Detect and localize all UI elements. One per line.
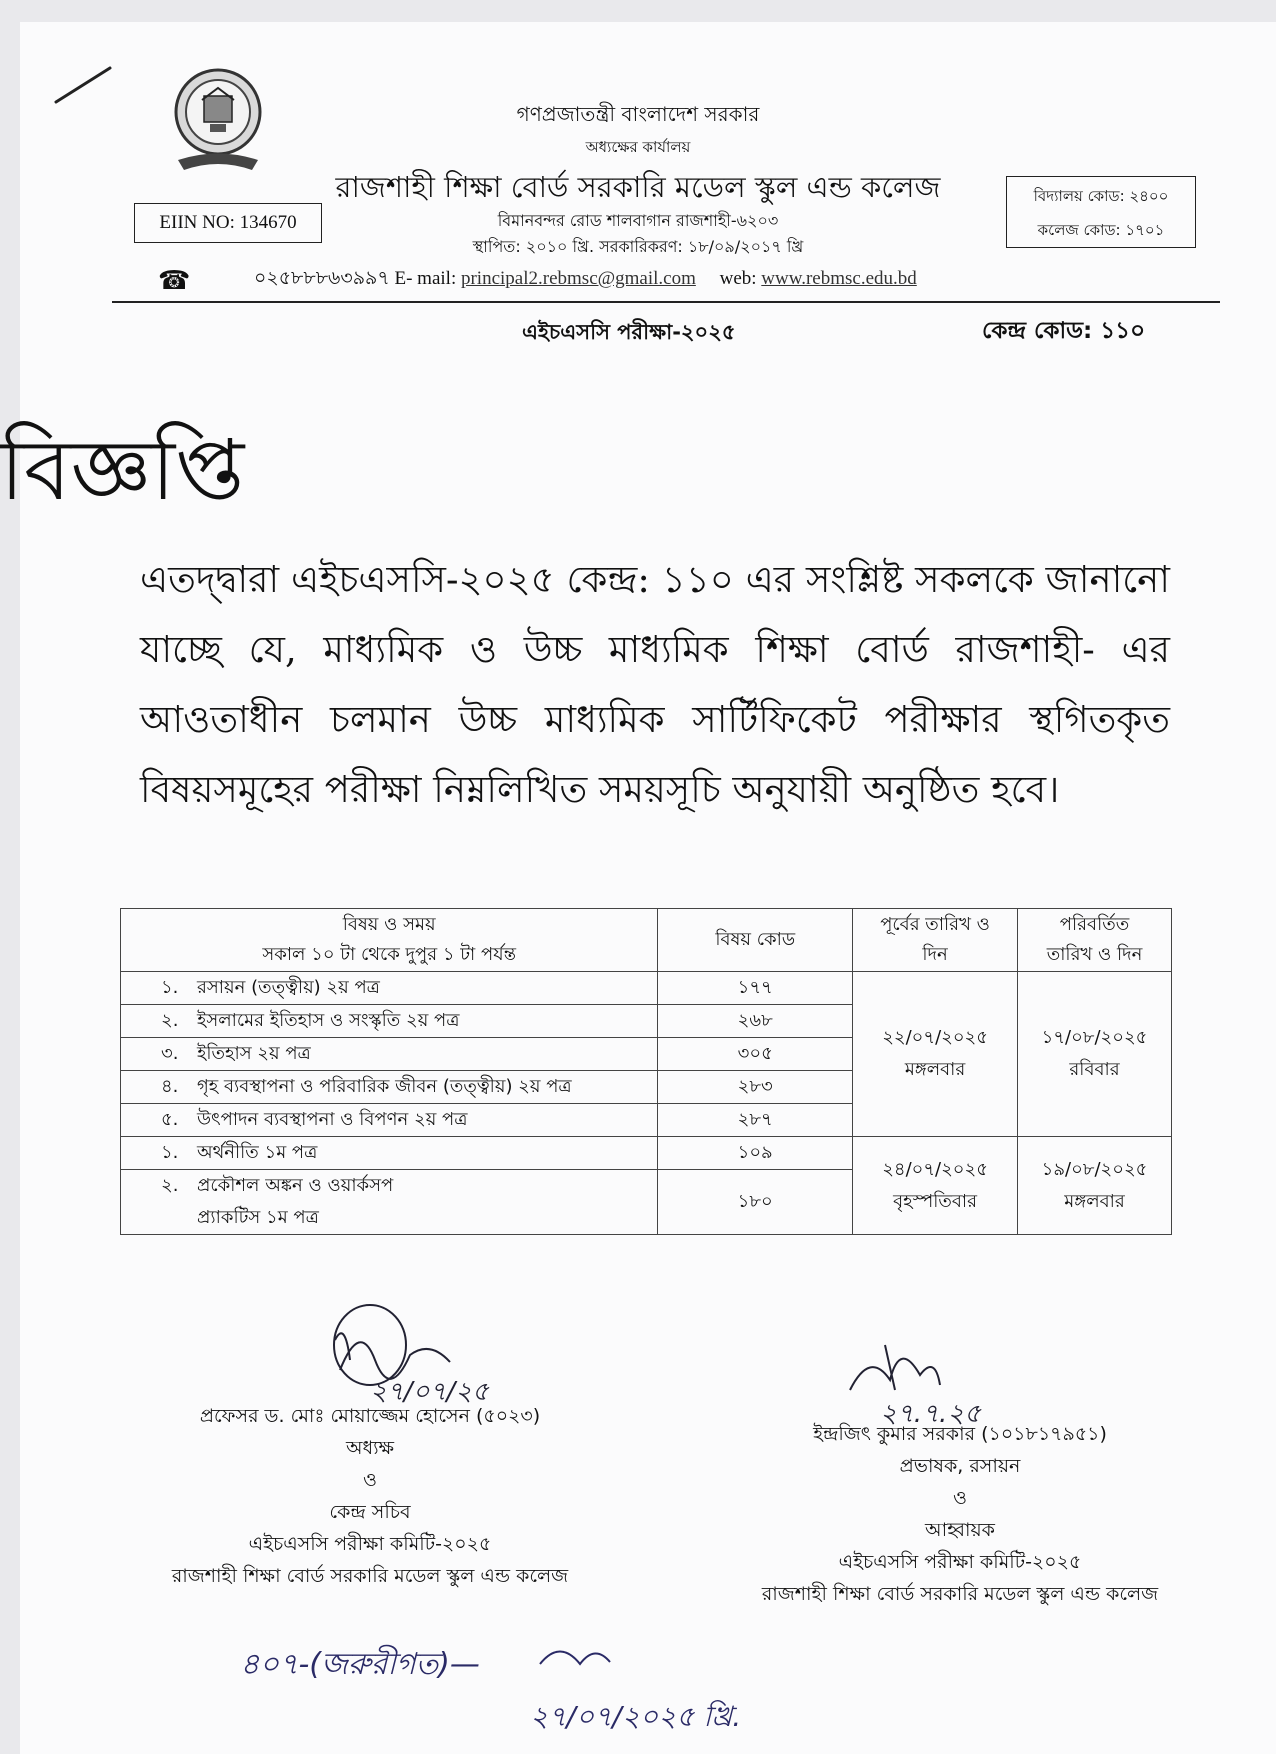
subject-cell bbox=[121, 1005, 658, 1038]
new-day: রবিবার bbox=[1069, 1059, 1120, 1080]
row-number: ৫. bbox=[161, 1108, 179, 1130]
office-name: অধ্যক্ষের কার্যালয় bbox=[585, 138, 691, 156]
previous-day: মঙ্গলবার bbox=[904, 1059, 966, 1080]
previous-date: ২৪/০৭/২০২৫ bbox=[882, 1158, 988, 1180]
svg-text:২৭.৭.২৫: ২৭.৭.২৫ bbox=[880, 1399, 982, 1429]
right-signatory-institution: রাজশাহী শিক্ষা বোর্ড সরকারি মডেল স্কুল এন্ড কলেজ bbox=[761, 1583, 1159, 1605]
left-signatory-name: প্রফেসর ড. মোঃ মোয়াজ্জেম হোসেন (৫০২৩) bbox=[199, 1405, 541, 1427]
header-subject-line2: সকাল ১০ টা থেকে দুপুর ১ টা পর্যন্ত bbox=[262, 944, 516, 965]
right-handwritten-signature bbox=[840, 1330, 1070, 1430]
subject-name: উৎপাদন ব্যবস্থাপনা ও বিপণন ২য় পত্র bbox=[197, 1108, 468, 1130]
subject-code: ২৮৭ bbox=[658, 1104, 853, 1137]
new-date-cell bbox=[1018, 972, 1172, 1137]
subject-cell bbox=[121, 1071, 658, 1104]
right-signatory-committee: এইচএসসি পরীক্ষা কমিটি-২০২৫ bbox=[838, 1551, 1082, 1573]
telephone-icon: ☎ bbox=[158, 266, 191, 296]
centre-code: কেন্দ্র কোড: ১১০ bbox=[982, 318, 1146, 344]
header-changed-date bbox=[1018, 909, 1172, 972]
svg-text:২৭/০৭/২৫: ২৭/০৭/২৫ bbox=[370, 1377, 489, 1407]
left-handwritten-signature bbox=[320, 1300, 540, 1410]
previous-date-cell bbox=[853, 1137, 1018, 1235]
header-previous-line2: দিন bbox=[922, 944, 948, 965]
header-subject bbox=[121, 909, 658, 972]
new-date: ১৭/০৮/২০২৫ bbox=[1041, 1027, 1148, 1048]
previous-day: বৃহস্পতিবার bbox=[893, 1190, 978, 1212]
header-code: বিষয় কোড bbox=[658, 909, 853, 972]
left-signatory-block bbox=[110, 1400, 630, 1592]
subject-name: রসায়ন (তত্ত্বীয়) ২য় পত্র bbox=[197, 976, 380, 998]
eiin-box: EIIN NO: 134670 bbox=[134, 203, 322, 243]
subject-cell bbox=[121, 1038, 658, 1071]
row-number: ১. bbox=[161, 976, 179, 998]
previous-date-cell bbox=[853, 972, 1018, 1137]
header-changed-line2: তারিখ ও দিন bbox=[1046, 944, 1143, 965]
row-number: ২. bbox=[161, 1009, 179, 1031]
svg-text:২৭/০৭/২০২৫ খ্রি.: ২৭/০৭/২০২৫ খ্রি. bbox=[530, 1700, 742, 1733]
row-number: ২. bbox=[161, 1175, 179, 1196]
subject-name-line2: প্র্যাকটিস ১ম পত্র bbox=[197, 1207, 319, 1228]
email-label: E- mail: bbox=[394, 268, 457, 289]
subject-code: ২৬৮ bbox=[658, 1005, 853, 1038]
right-signatory-title: প্রভাষক, রসায়ন bbox=[899, 1455, 1021, 1477]
header-subject-line1: বিষয় ও সময় bbox=[342, 914, 436, 935]
subject-code: ৩০৫ bbox=[658, 1038, 853, 1071]
new-date-cell bbox=[1018, 1137, 1172, 1235]
subject-name: গৃহ ব্যবস্থাপনা ও পরিবারিক জীবন (তত্ত্বীয়) ২য় পত্র bbox=[197, 1075, 572, 1097]
left-signatory-committee: এইচএসসি পরীক্ষা কমিটি-২০২৫ bbox=[248, 1533, 492, 1555]
table-row bbox=[121, 972, 1172, 1005]
web-label: web: bbox=[719, 268, 757, 289]
left-signatory-role: কেন্দ্র সচিব bbox=[329, 1501, 411, 1523]
subject-code: ১০৯ bbox=[658, 1137, 853, 1170]
notice-title: বিজ্ঞপ্তি bbox=[0, 421, 245, 519]
row-number: ৪. bbox=[161, 1075, 179, 1097]
exam-name: এইচএসসি পরীক্ষা-২০২৫ bbox=[522, 320, 736, 344]
subject-cell bbox=[121, 1137, 658, 1170]
new-date: ১৯/০৮/২০২৫ bbox=[1041, 1158, 1148, 1180]
subject-cell bbox=[121, 1170, 658, 1235]
subject-name: অর্থনীতি ১ম পত্র bbox=[197, 1141, 318, 1163]
table-row bbox=[121, 1137, 1172, 1170]
left-signatory-and: ও bbox=[363, 1469, 377, 1491]
email-link[interactable]: principal2.rebmsc@gmail.com bbox=[460, 268, 696, 289]
subject-cell bbox=[121, 972, 658, 1005]
notice-body: এতদ্দ্বারা এইচএসসি-২০২৫ কেন্দ্র: ১১০ এর সংশ্লিষ্ট সকলকে জানানো যাচ্ছে যে, মাধ্যমিক ও উচ্চ মাধ্যমিক শিক্ষা বোর্ড রাজশাহী- এর আওতাধীন চলমান উচ্চ মাধ্যমিক সার্টিফিকেট পরীক্ষার স্থগিতকৃত বিষয়সমূহের পরীক্ষা নিম্নলিখিত সময়সূচি অনুযায়ী অনুষ্ঠিত হবে। bbox=[140, 558, 1170, 811]
right-signatory-name: ইন্দ্রজিৎ কুমার সরকার (১০১৮১৭৯৫১) bbox=[813, 1423, 1107, 1445]
header-previous-date bbox=[853, 909, 1018, 972]
right-signatory-role: আহ্বায়ক bbox=[925, 1519, 995, 1541]
established-date: স্থাপিত: ২০১০ খ্রি. সরকারিকরণ: ১৮/০৯/২০১৭ খ্রি bbox=[472, 237, 804, 256]
handwritten-note bbox=[240, 1634, 860, 1744]
government-name: গণপ্রজাতন্ত্রী বাংলাদেশ সরকার bbox=[516, 102, 760, 126]
subject-name: ইসলামের ইতিহাস ও সংস্কৃতি ২য় পত্র bbox=[197, 1009, 460, 1031]
subject-name: ইতিহাস ২য় পত্র bbox=[197, 1042, 311, 1064]
subject-name-line1: প্রকৌশল অঙ্কন ও ওয়ার্কসপ bbox=[197, 1175, 394, 1196]
institution-address: বিমানবন্দর রোড শালবাগান রাজশাহী-৬২০৩ bbox=[497, 211, 779, 230]
previous-date: ২২/০৭/২০২৫ bbox=[882, 1027, 988, 1048]
college-code: কলেজ কোড: ১৭০১ bbox=[1037, 221, 1165, 239]
institution-name: রাজশাহী শিক্ষা বোর্ড সরকারি মডেল স্কুল এন্ড কলেজ bbox=[335, 170, 941, 204]
website-link[interactable]: www.rebmsc.edu.bd bbox=[761, 268, 917, 289]
left-signatory-institution: রাজশাহী শিক্ষা বোর্ড সরকারি মডেল স্কুল এন্ড কলেজ bbox=[171, 1565, 569, 1587]
left-signatory-title: অধ্যক্ষ bbox=[345, 1437, 394, 1459]
contact-line bbox=[254, 264, 917, 296]
header-previous-line1: পূর্বের তারিখ ও bbox=[880, 914, 990, 935]
right-signatory-block bbox=[690, 1418, 1230, 1610]
exam-schedule-table bbox=[120, 908, 1172, 1235]
table-header-row bbox=[121, 909, 1172, 972]
code-box bbox=[1006, 176, 1196, 248]
subject-cell bbox=[121, 1104, 658, 1137]
right-signatory-and: ও bbox=[953, 1487, 967, 1509]
header-divider bbox=[112, 301, 1220, 303]
phone-number: ০২৫৮৮৮৬৩৯৯৭ bbox=[254, 268, 390, 289]
row-number: ১. bbox=[161, 1141, 179, 1163]
header-changed-line1: পরিবর্তিত bbox=[1059, 914, 1130, 935]
subject-code: ২৮৩ bbox=[658, 1071, 853, 1104]
new-day: মঙ্গলবার bbox=[1064, 1190, 1125, 1212]
subject-code: ১৭৭ bbox=[658, 972, 853, 1005]
row-number: ৩. bbox=[161, 1042, 179, 1064]
svg-text:৪০৭-(জরুরীগত)—: ৪০৭-(জরুরীগত)— bbox=[240, 1647, 480, 1682]
subject-code: ১৮০ bbox=[658, 1170, 853, 1235]
school-code: বিদ্যালয় কোড: ২৪০০ bbox=[1033, 187, 1169, 205]
